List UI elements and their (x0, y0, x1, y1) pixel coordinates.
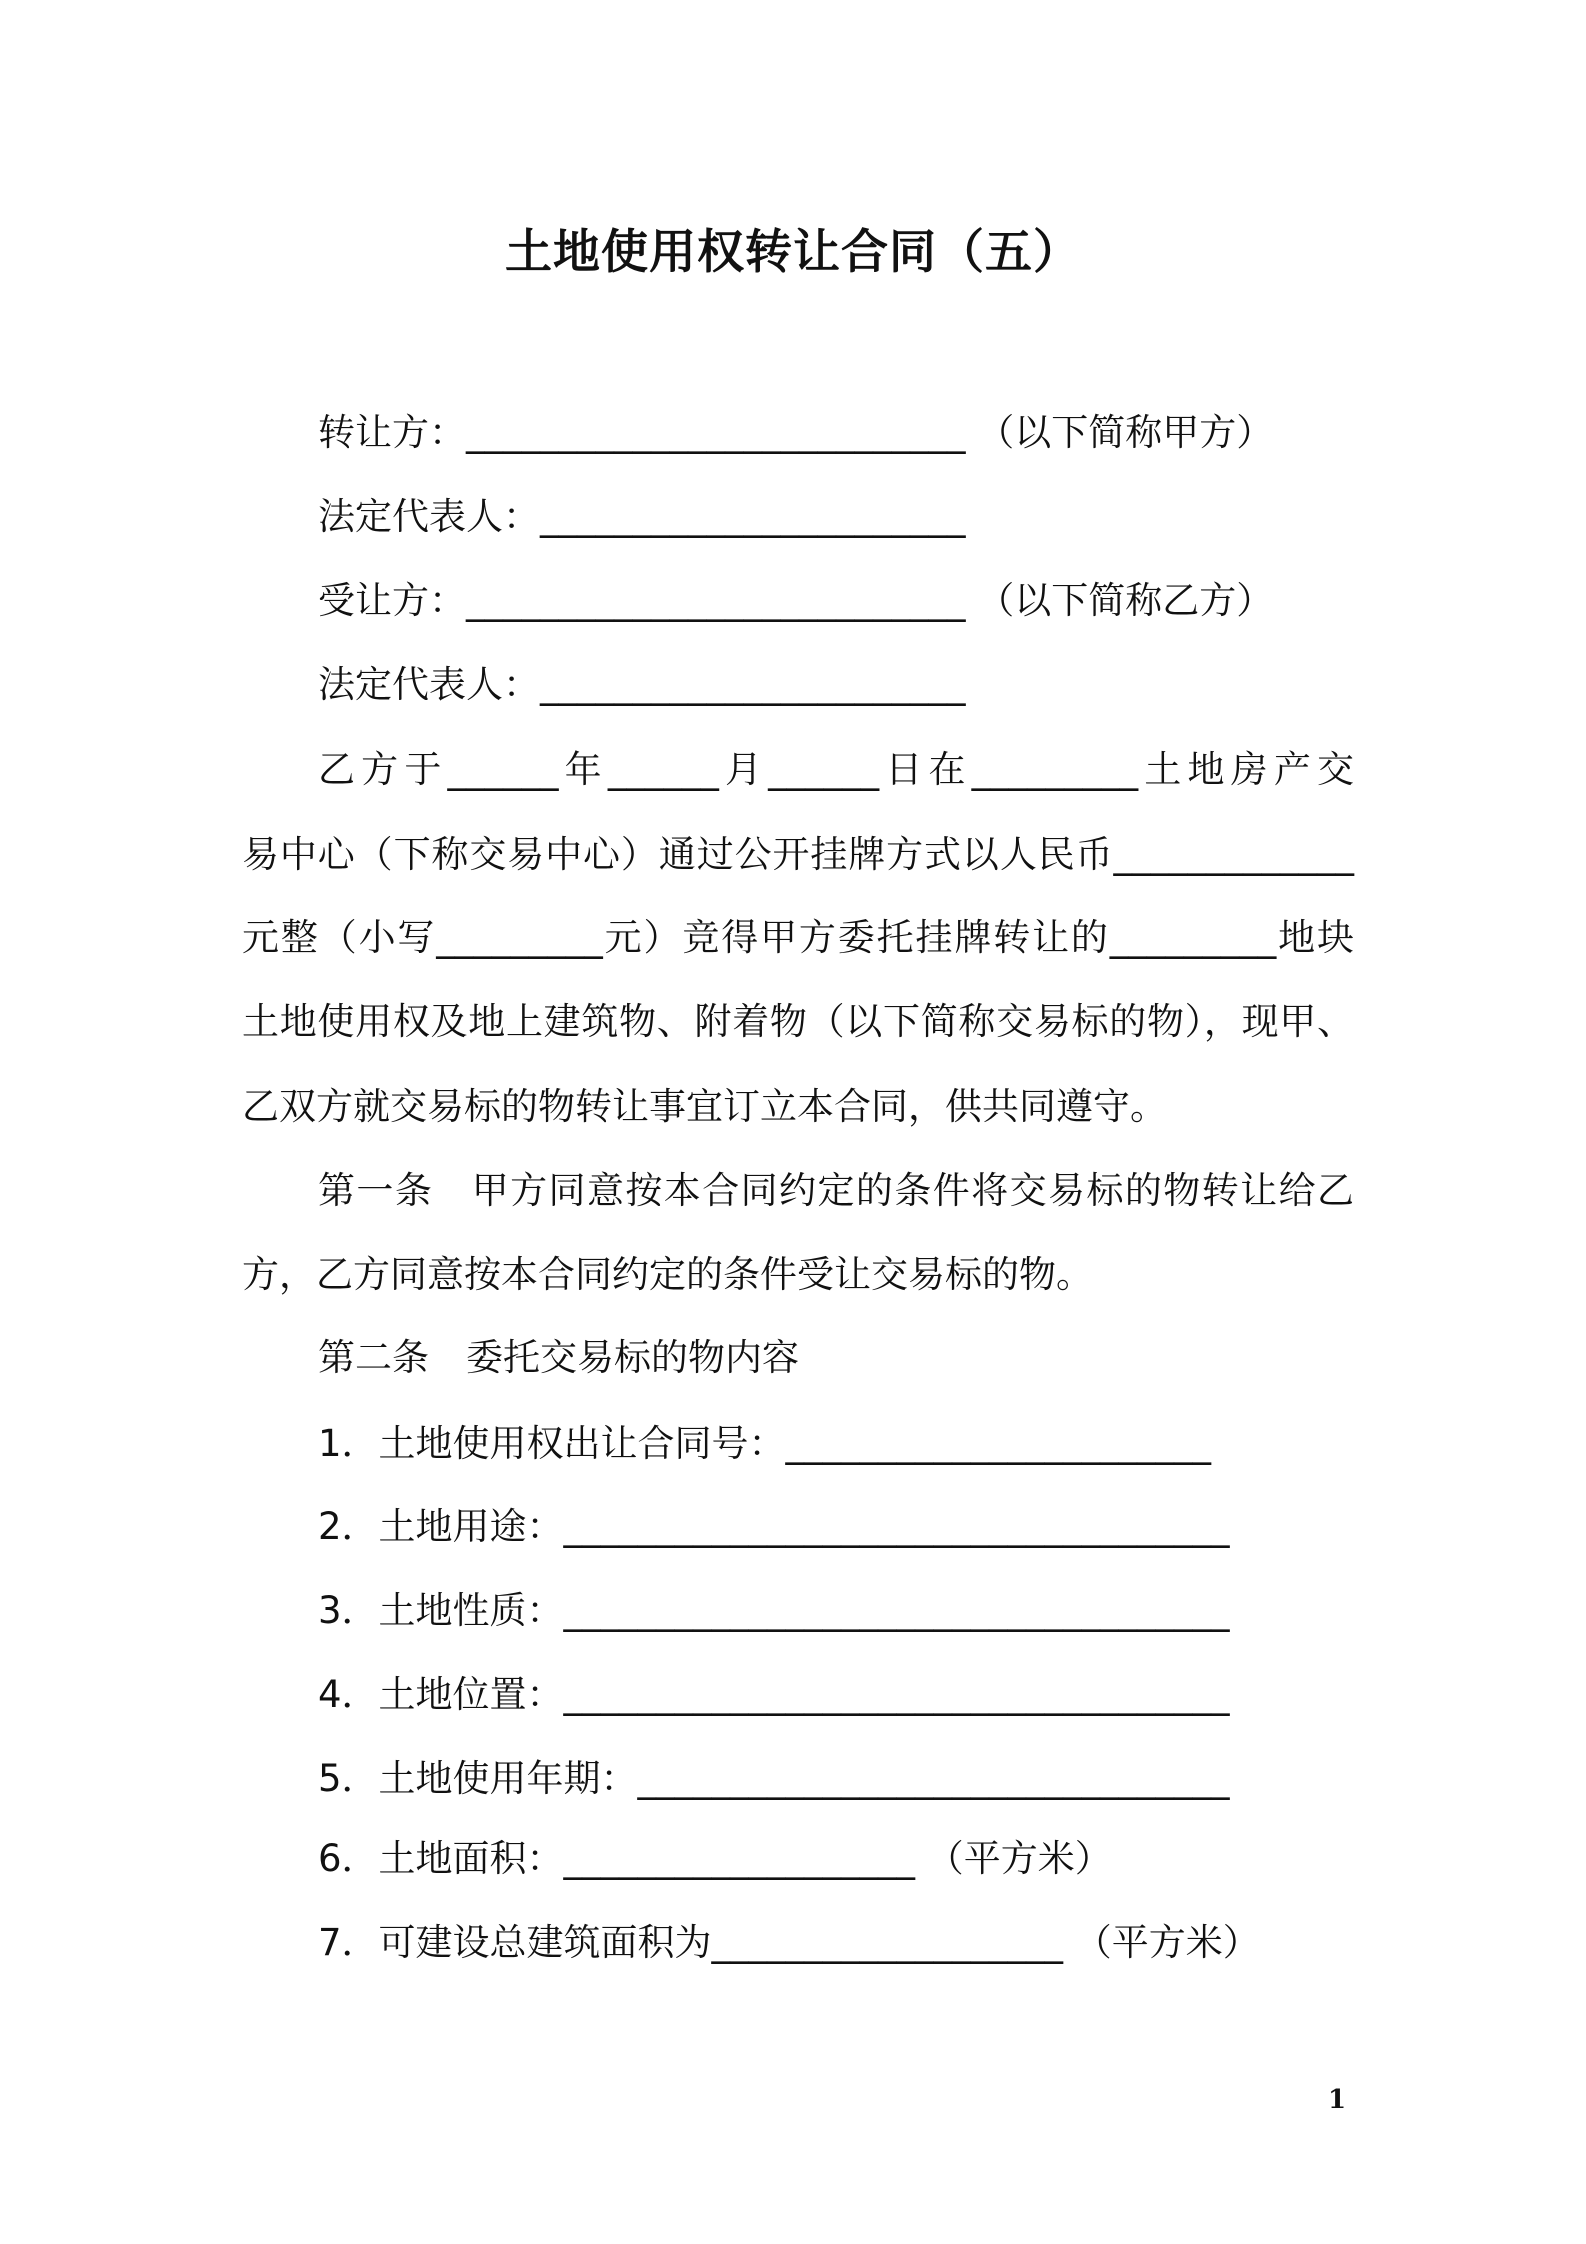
item-land-area: 6．土地面积：___________________ （平方米） (318, 1837, 1112, 1880)
item-land-term: 5．土地使用年期：________________________________ (318, 1757, 1230, 1800)
item-land-nature: 3．土地性质：____________________________________ (318, 1589, 1230, 1632)
transferor-line: 转让方：___________________________ （以下简称甲方） (318, 411, 1274, 454)
item-land-use: 2．土地用途：____________________________________ (318, 1505, 1230, 1548)
transferee-line: 受让方：___________________________ （以下简称乙方） (318, 579, 1274, 622)
item-land-location: 4．土地位置：____________________________________ (318, 1673, 1230, 1716)
preamble-line-3: 元整（小写_________元）竞得甲方委托挂牌转让的_________地块 (242, 916, 1354, 959)
transferee-legal-rep-line: 法定代表人：_______________________ (318, 663, 966, 706)
document-title: 土地使用权转让合同（五） (505, 225, 1081, 280)
preamble-line-1: 乙方于______年______月______日在_________土地房产交 (318, 748, 1354, 791)
article-two-heading: 第二条 委托交易标的物内容 (318, 1336, 799, 1379)
article-one-line-1: 第一条 甲方同意按本合同约定的条件将交易标的物转让给乙 (318, 1169, 1354, 1212)
preamble-line-5: 乙双方就交易标的物转让事宜订立本合同，供共同遵守。 (242, 1085, 1167, 1128)
transferor-legal-rep-line: 法定代表人：_______________________ (318, 495, 966, 538)
item-building-area: 7．可建设总建筑面积为___________________ （平方米） (318, 1921, 1260, 1964)
page-number: 1 (1328, 2085, 1347, 2115)
item-contract-number: 1．土地使用权出让合同号：_______________________ (318, 1422, 1212, 1465)
preamble-line-2: 易中心（下称交易中心）通过公开挂牌方式以人民币_____________ (242, 833, 1354, 876)
article-one-line-2: 方，乙方同意按本合同约定的条件受让交易标的物。 (242, 1253, 1093, 1296)
preamble-line-4: 土地使用权及地上建筑物、附着物（以下简称交易标的物），现甲、 (242, 1000, 1354, 1043)
